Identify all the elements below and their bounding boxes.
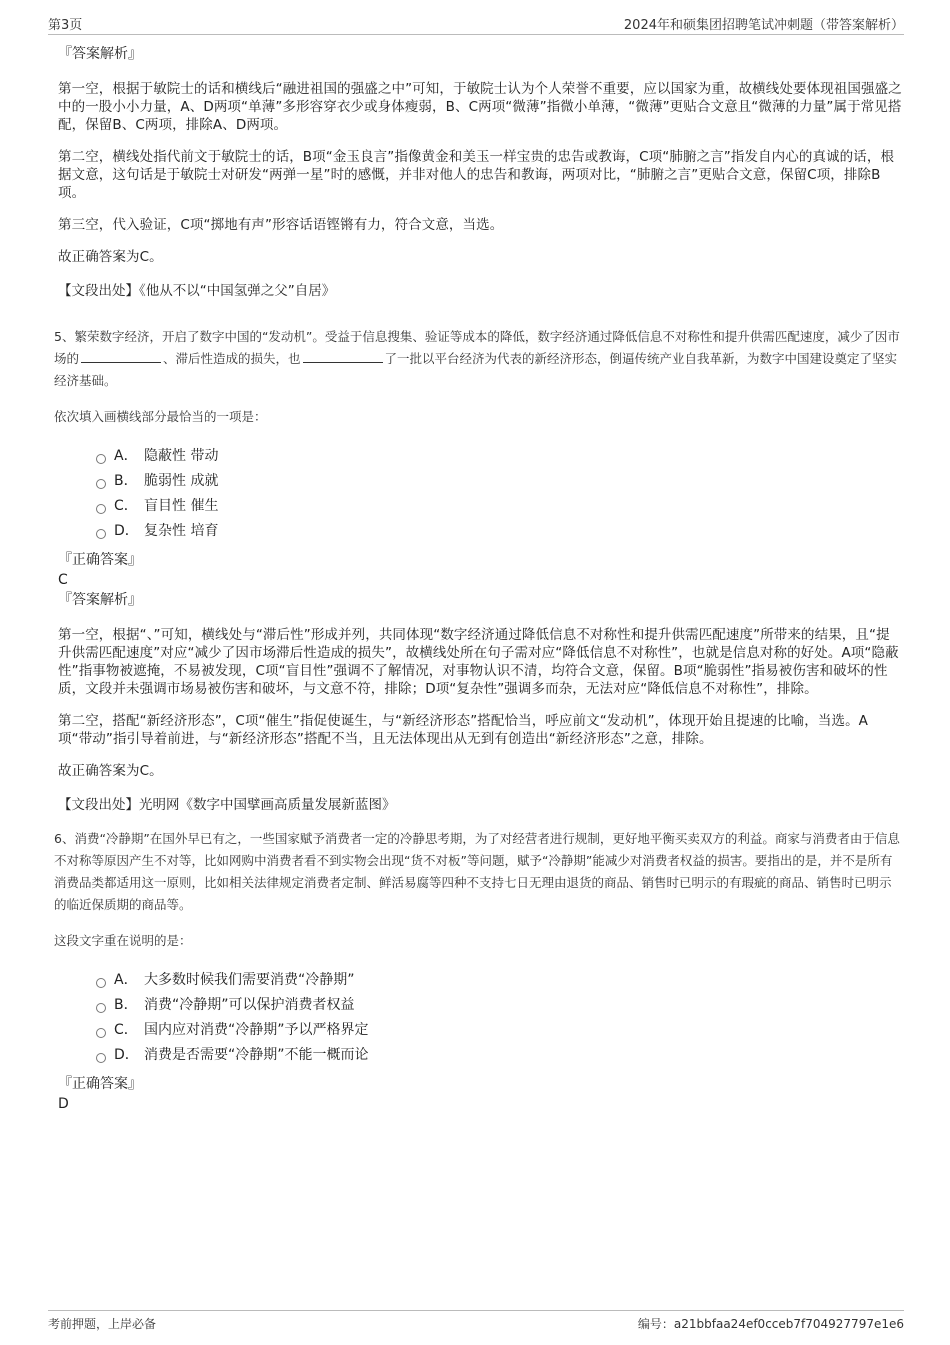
- document-title: 2024年和硕集团招聘笔试冲刺题（带答案解析）: [623, 18, 904, 33]
- q4-analysis-p3: 第三空，代入验证，C项“掷地有声”形容话语铿锵有力，符合文意，当选。: [58, 217, 504, 233]
- q6-stem: 6、消费“冷静期”在国外早已有之，一些国家赋予消费者一定的冷静思考期，为了对经营者进行规制，更好地平衡买卖双方的利益。商家与消费者由于信息不对称等原因产生不对等，比如网购中消费者看不到实物会出现“货不对板”等问题，赋予“冷静期”能减少对消费者权益的损害。要指出的是，并不是所有消费品类都适用这一原则，比如相关法律规定消费者定制、鲜活易腐等四种不支持七日无理由退货的商品、销售时已明示的有瑕疵的商品、销售时已明示的临近保质期的商品等。: [54, 831, 900, 912]
- q5-blank-2: [303, 348, 383, 363]
- q6-option-b[interactable]: B． 消费“冷静期”可以保护消费者权益: [96, 993, 902, 1018]
- q5-answer: C: [58, 572, 68, 588]
- q5-stem: [54, 326, 902, 392]
- radio-icon[interactable]: [96, 479, 106, 489]
- q5-options: [96, 444, 902, 544]
- page-content: [56, 44, 902, 1114]
- q6-options: [96, 968, 902, 1068]
- q5-option-c[interactable]: C． 盲目性 催生: [96, 494, 902, 519]
- q5-blank-1: [81, 348, 161, 363]
- q5-analysis-p2: 第二空，搭配“新经济形态”，C项“催生”指促使诞生，与“新经济形态”搭配恰当，呼应前文“发动机”，体现开始且提速的比喻，当选。A项“带动”指引导着前进，与“新经济形态”搭配不当，且无法体现出从无到有创造出“新经济形态”之意，排除。: [58, 713, 869, 747]
- radio-icon[interactable]: [96, 504, 106, 514]
- radio-icon[interactable]: [96, 1003, 106, 1013]
- q4-analysis-p1: 第一空，根据于敏院士的话和横线后“融进祖国的强盛之中”可知，于敏院士认为个人荣誉不重要，应以国家为重，故横线处要体现祖国强盛之中的一股小小力量，A、D两项“单薄”多形容穿衣少或身体瘦弱，B、C两项“微薄”指微小单薄，“微薄”更贴合文意且“微薄的力量”属于常见搭配，保留B、C两项，排除A、D两项。: [58, 81, 902, 133]
- radio-icon[interactable]: [96, 978, 106, 988]
- q4-source: 【文段出处】《他从不以“中国氢弹之父”自居》: [58, 283, 336, 299]
- q5-analysis-conclusion: 故正确答案为C。: [58, 763, 163, 779]
- page-footer: [48, 1310, 904, 1333]
- q5-option-d[interactable]: D． 复杂性 培育: [96, 519, 902, 544]
- q6-answer-label: 『正确答案』: [58, 1076, 142, 1092]
- page-header: [48, 14, 904, 35]
- q6-answer: D: [58, 1096, 69, 1112]
- q4-analysis-label: 『答案解析』: [58, 46, 142, 62]
- radio-icon[interactable]: [96, 454, 106, 464]
- document-id: 编号：a21bbfaa24ef0cceb7f704927797e1e6: [637, 1317, 904, 1331]
- q5-option-a[interactable]: A． 隐蔽性 带动: [96, 444, 902, 469]
- q5-stem-part-a: 5、繁荣数字经济，开启了数字中国的“发动机”。受益于信息搜集、验证等成本的降低，数字经济通过降低信息不对称性和提升供需匹配速度，减少了因市场的: [54, 329, 900, 366]
- q5-option-b[interactable]: B． 脆弱性 成就: [96, 469, 902, 494]
- q5-stem-part-b: 、滞后性造成的损失，也: [163, 351, 301, 366]
- q5-analysis-label: 『答案解析』: [58, 592, 142, 608]
- q4-analysis-conclusion: 故正确答案为C。: [58, 249, 163, 265]
- q5-answer-label: 『正确答案』: [58, 552, 142, 568]
- q6-option-d[interactable]: D． 消费是否需要“冷静期”不能一概而论: [96, 1043, 902, 1068]
- radio-icon[interactable]: [96, 1028, 106, 1038]
- q5-analysis-p1: 第一空，根据“、”可知，横线处与“滞后性”形成并列，共同体现“数字经济通过降低信息不对称性和提升供需匹配速度”所带来的结果，且“提升供需匹配速度”对应“减少了因市场滞后性造成的损失”，故横线处所在句子需对应“降低信息不对称性”，也就是信息对称的好处。A项“隐蔽性”指事物被遮掩，不易被发现，C项“盲目性”强调不了解情况，对事物认识不清，均符合文意，保留。B项“脆弱性”指易被伤害和破坏的性质，文段并未强调市场易被伤害和破坏，与文意不符，排除；D项“复杂性”强调多而杂，无法对应“降低信息不对称性”，排除。: [58, 627, 899, 697]
- q5-stem-part-c: 了一批以平台经济为代表的新经济形态，倒逼传统产业自我革新，为数字中国建设奠定了坚实经济基础。: [54, 351, 898, 388]
- q6-option-c[interactable]: C． 国内应对消费“冷静期”予以严格界定: [96, 1018, 902, 1043]
- q6-option-a[interactable]: A． 大多数时候我们需要消费“冷静期”: [96, 968, 902, 993]
- q6-prompt: 这段文字重在说明的是：: [54, 933, 192, 948]
- footer-slogan: 考前押题，上岸必备: [48, 1317, 157, 1331]
- page-number: 第3页: [48, 18, 83, 33]
- radio-icon[interactable]: [96, 1053, 106, 1063]
- q4-analysis-p2: 第二空，横线处指代前文于敏院士的话，B项“金玉良言”指像黄金和美玉一样宝贵的忠告或教诲，C项“肺腑之言”指发自内心的真诚的话，根据文意，这句话是于敏院士对研发“两弹一星”时的感慨，并非对他人的忠告和教诲，两项对比，“肺腑之言”更贴合文意，保留C项，排除B项。: [58, 149, 895, 201]
- radio-icon[interactable]: [96, 529, 106, 539]
- q5-prompt: 依次填入画横线部分最恰当的一项是：: [54, 409, 267, 424]
- q5-source: 【文段出处】光明网《数字中国擘画高质量发展新蓝图》: [58, 797, 396, 813]
